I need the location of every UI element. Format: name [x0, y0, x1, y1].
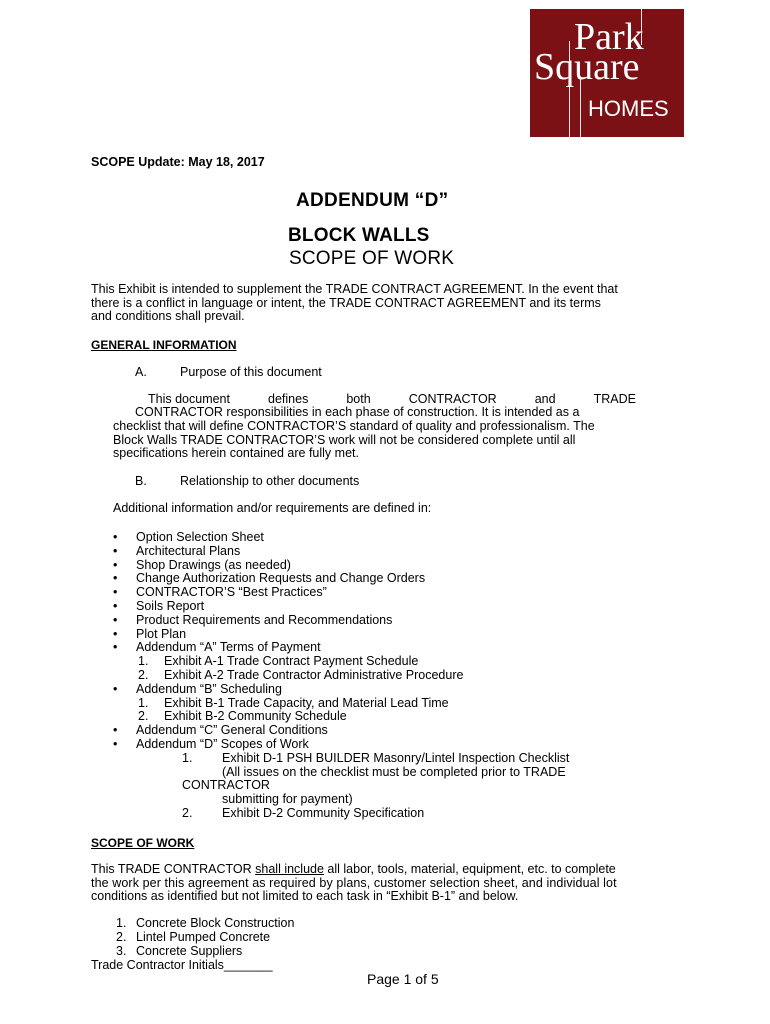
bullet: • [113, 530, 118, 544]
sub-item-text: Exhibit D-1 PSH BUILDER Masonry/Lintel Inspection Checklist [222, 750, 570, 765]
item-text: Concrete Block Construction [136, 916, 295, 930]
section-b-title: Relationship to other documents [180, 474, 360, 488]
section-a-body-line: CONTRACTOR responsibilities in each phase of construction. It is intended as a [135, 405, 580, 419]
list-item [113, 572, 653, 586]
list-item [113, 586, 653, 600]
related-documents-list [113, 531, 653, 821]
sub-item-number: 1. [138, 695, 149, 710]
sub-item-number: 2. [182, 805, 193, 820]
logo-word-park: Park [574, 16, 644, 58]
sub-item [136, 669, 653, 683]
section-a-letter: A. [135, 365, 147, 379]
list-item-text: Addendum “A” Terms of Payment [136, 640, 321, 655]
section-a-body-line: checklist that will define CONTRACTOR’S standard of quality and professionalism. The [113, 419, 595, 433]
sub-item-text: Exhibit A-2 Trade Contractor Administrative Procedure [164, 667, 464, 682]
word: both [346, 392, 371, 406]
list-item-text: Plot Plan [136, 626, 187, 641]
general-information-heading: GENERAL INFORMATION [91, 338, 237, 352]
block-walls-title: BLOCK WALLS [288, 225, 430, 246]
list-item [113, 628, 653, 642]
sub-item-number: 1. [138, 654, 149, 669]
sub-item-number: 2. [138, 667, 149, 682]
word: and [534, 392, 556, 406]
list-item-text: Product Requirements and Recommendations [136, 612, 393, 627]
sub-item-text: Exhibit A-1 Trade Contract Payment Schedule [164, 654, 419, 669]
sub-item [136, 697, 653, 711]
bullet: • [113, 585, 118, 600]
sub-item [136, 793, 653, 807]
section-a-body-line: specifications herein contained are fully met. [113, 446, 359, 461]
logo-word-square: Square [534, 46, 640, 88]
bullet: • [113, 640, 118, 655]
sub-item-number: 2. [138, 709, 149, 724]
item-text: Lintel Pumped Concrete [136, 929, 271, 944]
word: defines [268, 392, 309, 406]
item-number: 3. [116, 943, 127, 958]
sub-item-text: Exhibit B-2 Community Schedule [164, 709, 347, 724]
scope-line: the work per this agreement as required by plans, customer selection sheet, and individual lot [91, 875, 617, 890]
list-item [113, 545, 653, 559]
sub-item-text: (All issues on the checklist must be completed prior to TRADE CONTRACTOR [182, 764, 566, 793]
sub-item [136, 807, 653, 821]
bullet: • [113, 612, 118, 627]
bullet: • [113, 626, 118, 641]
scope-line [91, 863, 683, 877]
intro-paragraph [91, 283, 618, 324]
additional-info-text: Additional information and/or requirements are defined in: [113, 501, 432, 515]
scope-update-date: SCOPE Update: May 18, 2017 [91, 155, 265, 169]
item-text: Concrete Suppliers [136, 943, 243, 958]
sub-item [136, 710, 653, 724]
intro-line: and conditions shall prevail. [91, 309, 245, 324]
scope-items-list [96, 917, 294, 958]
bullet: • [113, 723, 118, 738]
list-item [113, 738, 653, 821]
word: CONTRACTOR [408, 392, 497, 406]
list-item [113, 641, 653, 682]
bullet: • [113, 598, 118, 613]
list-item-text: CONTRACTOR’S “Best Practices” [136, 585, 327, 600]
park-square-homes-logo [530, 9, 684, 137]
section-a-body [113, 420, 595, 461]
sub-item [136, 766, 653, 794]
scope-of-work-heading: SCOPE OF WORK [91, 836, 195, 850]
sub-item-number: 1. [182, 750, 193, 765]
scope-of-work-paragraph [91, 863, 683, 904]
sub-item-text: submitting for payment) [222, 792, 353, 807]
list-item [113, 724, 653, 738]
word: This document [148, 392, 230, 406]
bullet: • [113, 736, 118, 751]
intro-line: there is a conflict in language or intent, the TRADE CONTRACT AGREEMENT and its terms [91, 295, 601, 310]
scope-line-end: all labor, tools, material, equipment, etc. to complete [323, 862, 616, 876]
page-number: Page 1 of 5 [367, 971, 439, 987]
section-a-title: Purpose of this document [180, 365, 322, 379]
list-item [96, 945, 294, 959]
section-a-body-line: Block Walls TRADE CONTRACTOR’S work will not be considered complete until all [113, 432, 576, 447]
sub-item-text: Exhibit D-2 Community Specification [222, 805, 425, 820]
scope-of-work-title: SCOPE OF WORK [289, 248, 455, 269]
list-item-text: Change Authorization Requests and Change Orders [136, 571, 426, 586]
item-number: 2. [116, 929, 127, 944]
list-item-text: Addendum “B” Scheduling [136, 681, 282, 696]
item-number: 1. [116, 916, 127, 930]
sub-item [136, 752, 653, 766]
scope-line: conditions as identified but not limited to each task in “Exhibit B-1” and below. [91, 889, 519, 904]
section-b-letter: B. [135, 474, 147, 488]
list-item [96, 917, 294, 931]
sub-item-text: Exhibit B-1 Trade Capacity, and Material Lead Time [164, 695, 449, 710]
list-item-text: Soils Report [136, 598, 205, 613]
bullet: • [113, 571, 118, 586]
bullet: • [113, 543, 118, 558]
addendum-title: ADDENDUM “D” [296, 190, 449, 211]
list-item [113, 600, 653, 614]
list-item-text: Addendum “D” Scopes of Work [136, 736, 309, 751]
list-item [113, 683, 653, 724]
shall-include-text: shall include [255, 862, 324, 876]
bullet: • [113, 681, 118, 696]
list-item-text: Addendum “C” General Conditions [136, 723, 328, 738]
intro-line: This Exhibit is intended to supplement the TRADE CONTRACT AGREEMENT. In the event that [91, 282, 618, 296]
scope-line-start: This TRADE CONTRACTOR [91, 862, 256, 876]
list-item-text: Shop Drawings (as needed) [136, 557, 291, 572]
list-item-text: Architectural Plans [136, 543, 241, 558]
list-item [96, 931, 294, 945]
bullet: • [113, 557, 118, 572]
logo-word-homes: HOMES [588, 96, 669, 121]
trade-contractor-initials: Trade Contractor Initials_______ [91, 958, 273, 972]
list-item [113, 559, 653, 573]
list-item [113, 531, 653, 545]
list-item [113, 614, 653, 628]
word: TRADE [593, 392, 636, 406]
list-item-text: Option Selection Sheet [136, 530, 264, 544]
sub-item [136, 655, 653, 669]
